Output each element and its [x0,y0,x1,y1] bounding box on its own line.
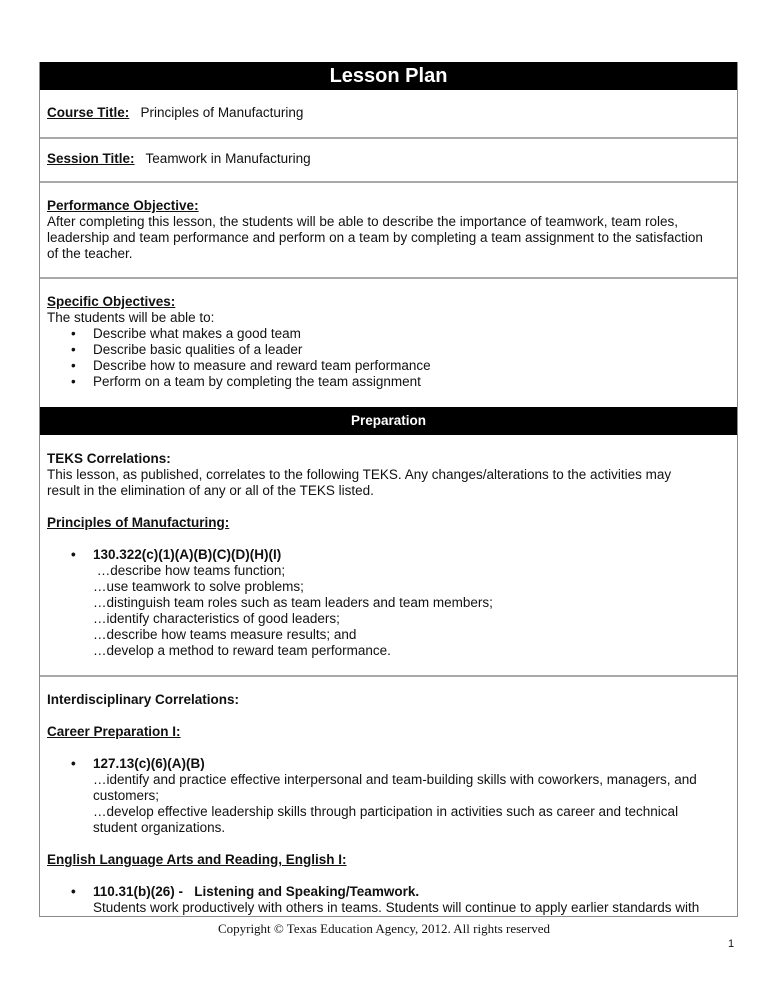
course-title-value: Principles of Manufacturing [140,105,304,120]
list-item [47,326,730,342]
course-title-row [40,90,737,137]
performance-objective-line: After completing this lesson, the students will be able to describe the importance of teamwork, team roles, [47,214,679,229]
career-item: …develop effective leadership skills through participation in activities such as career and technical [93,804,679,819]
career-code: 127.13(c)(6)(A)(B) [93,756,205,771]
list-item [47,547,730,563]
teks-item: …describe how teams measure results; and [93,627,357,642]
session-title-value: Teamwork in Manufacturing [145,151,311,166]
interdisciplinary-row [40,675,737,916]
teks-text-line: result in the elimination of any or all of the TEKS listed. [47,483,374,498]
english-item: Students work productively with others in teams. Students will continue to apply earlier standards with [93,900,700,915]
list-item-text: Describe basic qualities of a leader [93,342,303,357]
list-item [47,342,730,358]
performance-objective-row [40,181,737,277]
list-item [47,756,730,772]
career-subject-heading: Career Preparation I: [47,724,181,739]
interdisciplinary-label: Interdisciplinary Correlations: [47,692,240,707]
specific-objectives-list [47,326,730,390]
career-item: …identify and practice effective interpersonal and team-building skills with coworkers, managers, and [93,772,697,787]
teks-item: …distinguish team roles such as team leaders and team members; [93,595,493,610]
teks-correlations-row [40,435,737,675]
preparation-header: Preparation [40,407,737,435]
session-title-row [40,137,737,181]
bullet-icon: • [71,342,76,357]
english-subject-heading: English Language Arts and Reading, English I: [47,852,347,867]
lesson-plan-title: Lesson Plan [40,62,737,90]
page-number: 1 [728,938,735,950]
career-item: customers; [93,788,160,803]
teks-text-line: This lesson, as published, correlates to the following TEKS. Any changes/alterations to the activities may [47,467,672,482]
teks-item: …use teamwork to solve problems; [93,579,304,594]
lesson-plan-table [39,62,738,917]
teks-list [47,547,730,563]
teks-code: 130.322(c)(1)(A)(B)(C)(D)(H)(I) [93,547,282,562]
performance-objective-line: leadership and team performance and perform on a team by completing a team assignment to the satisfaction [47,230,703,245]
bullet-icon: • [71,884,76,899]
specific-objectives-row [40,277,737,407]
bullet-icon: • [71,547,76,562]
teks-item: …develop a method to reward team performance. [93,643,391,658]
list-item [47,884,730,900]
bullet-icon: • [71,326,76,341]
course-title-label: Course Title: [47,105,130,120]
bullet-icon: • [71,756,76,771]
english-list [47,884,730,900]
career-list [47,756,730,772]
session-title-label: Session Title: [47,151,135,166]
bullet-icon: • [71,358,76,373]
specific-objectives-label: Specific Objectives: [47,294,176,309]
teks-item: …describe how teams function; [93,563,286,578]
teks-subject-heading: Principles of Manufacturing: [47,515,230,530]
performance-objective-line: of the teacher. [47,246,133,261]
bullet-icon: • [71,374,76,389]
career-item: student organizations. [93,820,226,835]
performance-objective-label: Performance Objective: [47,198,199,213]
list-item-text: Describe what makes a good team [93,326,301,341]
specific-objectives-intro: The students will be able to: [47,310,215,325]
list-item [47,374,730,390]
list-item-text: Describe how to measure and reward team performance [93,358,431,373]
list-item-text: Perform on a team by completing the team assignment [93,374,421,389]
list-item [47,358,730,374]
english-code: 110.31(b)(26) - Listening and Speaking/Teamwork. [93,884,420,899]
teks-item: …identify characteristics of good leaders; [93,611,340,626]
copyright-footer: Copyright © Texas Education Agency, 2012. All rights reserved [217,921,551,936]
teks-correlations-label: TEKS Correlations: [47,451,171,466]
